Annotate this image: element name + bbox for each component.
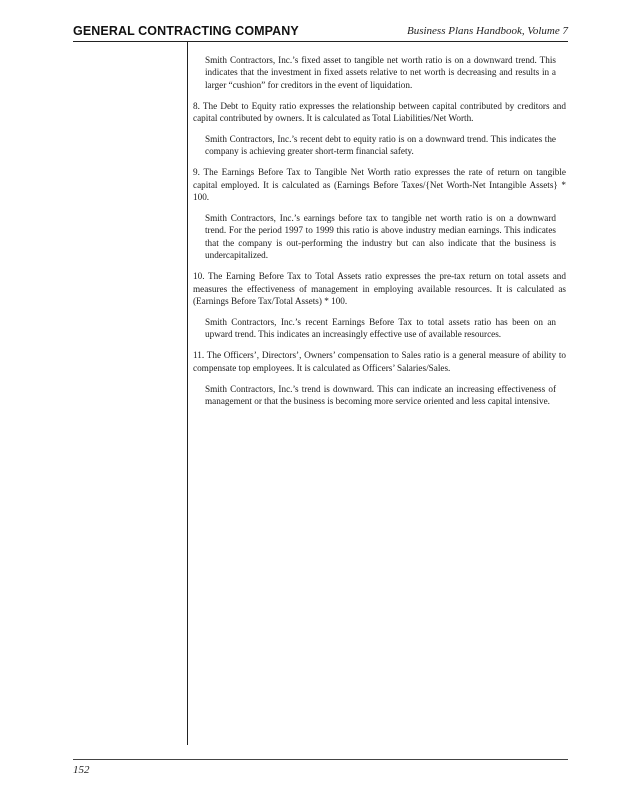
running-header (73, 24, 568, 40)
footer-rule (73, 759, 568, 760)
body-text (193, 54, 566, 407)
paragraph-ebt-to-net-worth-analysis: Smith Contractors, Inc.’s earnings before tax to tangible net worth ratio is on a downward trend. For the period 1997 to 1999 this ratio is above industry median earnings. This indicates that the company is out-performing the industry but can also indicate that the business is undercapitalized. (205, 213, 556, 261)
paragraph-ebt-to-total-assets-analysis: Smith Contractors, Inc.’s recent Earnings Before Tax to total assets ratio has been on an upward trend. This indicates an increasingly effective use of available resources. (205, 316, 556, 340)
header-rule (73, 41, 568, 42)
paragraph-ebt-to-total-assets: 10. The Earning Before Tax to Total Assets ratio expresses the pre-tax return on total assets and measures the effectiveness of management in employing available resources. It is calculated as (Earnings Before Tax/Total Assets) * 100. (193, 271, 566, 306)
paragraph-fixed-asset-analysis: Smith Contractors, Inc.’s fixed asset to tangible net worth ratio is on a downward trend. This indicates that the investment in fixed assets relative to net worth is decreasing and results in a larger “cushion” for creditors in the event of liquidation. (205, 55, 556, 90)
page-number: 152 (73, 764, 90, 776)
paragraph-officer-compensation-analysis: Smith Contractors, Inc.’s trend is downward. This can indicate an increasing effectiveness of management or that the business is becoming more service oriented and less capital intensive. (205, 383, 556, 406)
paragraph-debt-to-equity: 8. The Debt to Equity ratio expresses the relationship between capital contributed by creditors and capital contributed by owners. It is calculated as Total Liabilities/Net Worth. (193, 100, 566, 124)
paragraph-debt-to-equity-analysis: Smith Contractors, Inc.’s recent debt to equity ratio is on a downward trend. This indicates the company is achieving greater short-term financial safety. (205, 134, 556, 157)
paragraph-officer-compensation: 11. The Officers’, Directors’, Owners’ compensation to Sales ratio is a general measure of ability to compensate top employees. It is calculated as Officers’ Salaries/Sales. (193, 350, 566, 373)
header-company-name: GENERAL CONTRACTING COMPANY (73, 24, 299, 38)
paragraph-ebt-to-net-worth: 9. The Earnings Before Tax to Tangible Net Worth ratio expresses the rate of return on tangible capital employed. It is calculated as (Earnings Before Taxes/{Net Worth-Net Intangible Assets} * 100. (193, 167, 566, 203)
header-publication-title: Business Plans Handbook, Volume 7 (406, 25, 568, 37)
column-divider (187, 41, 188, 745)
